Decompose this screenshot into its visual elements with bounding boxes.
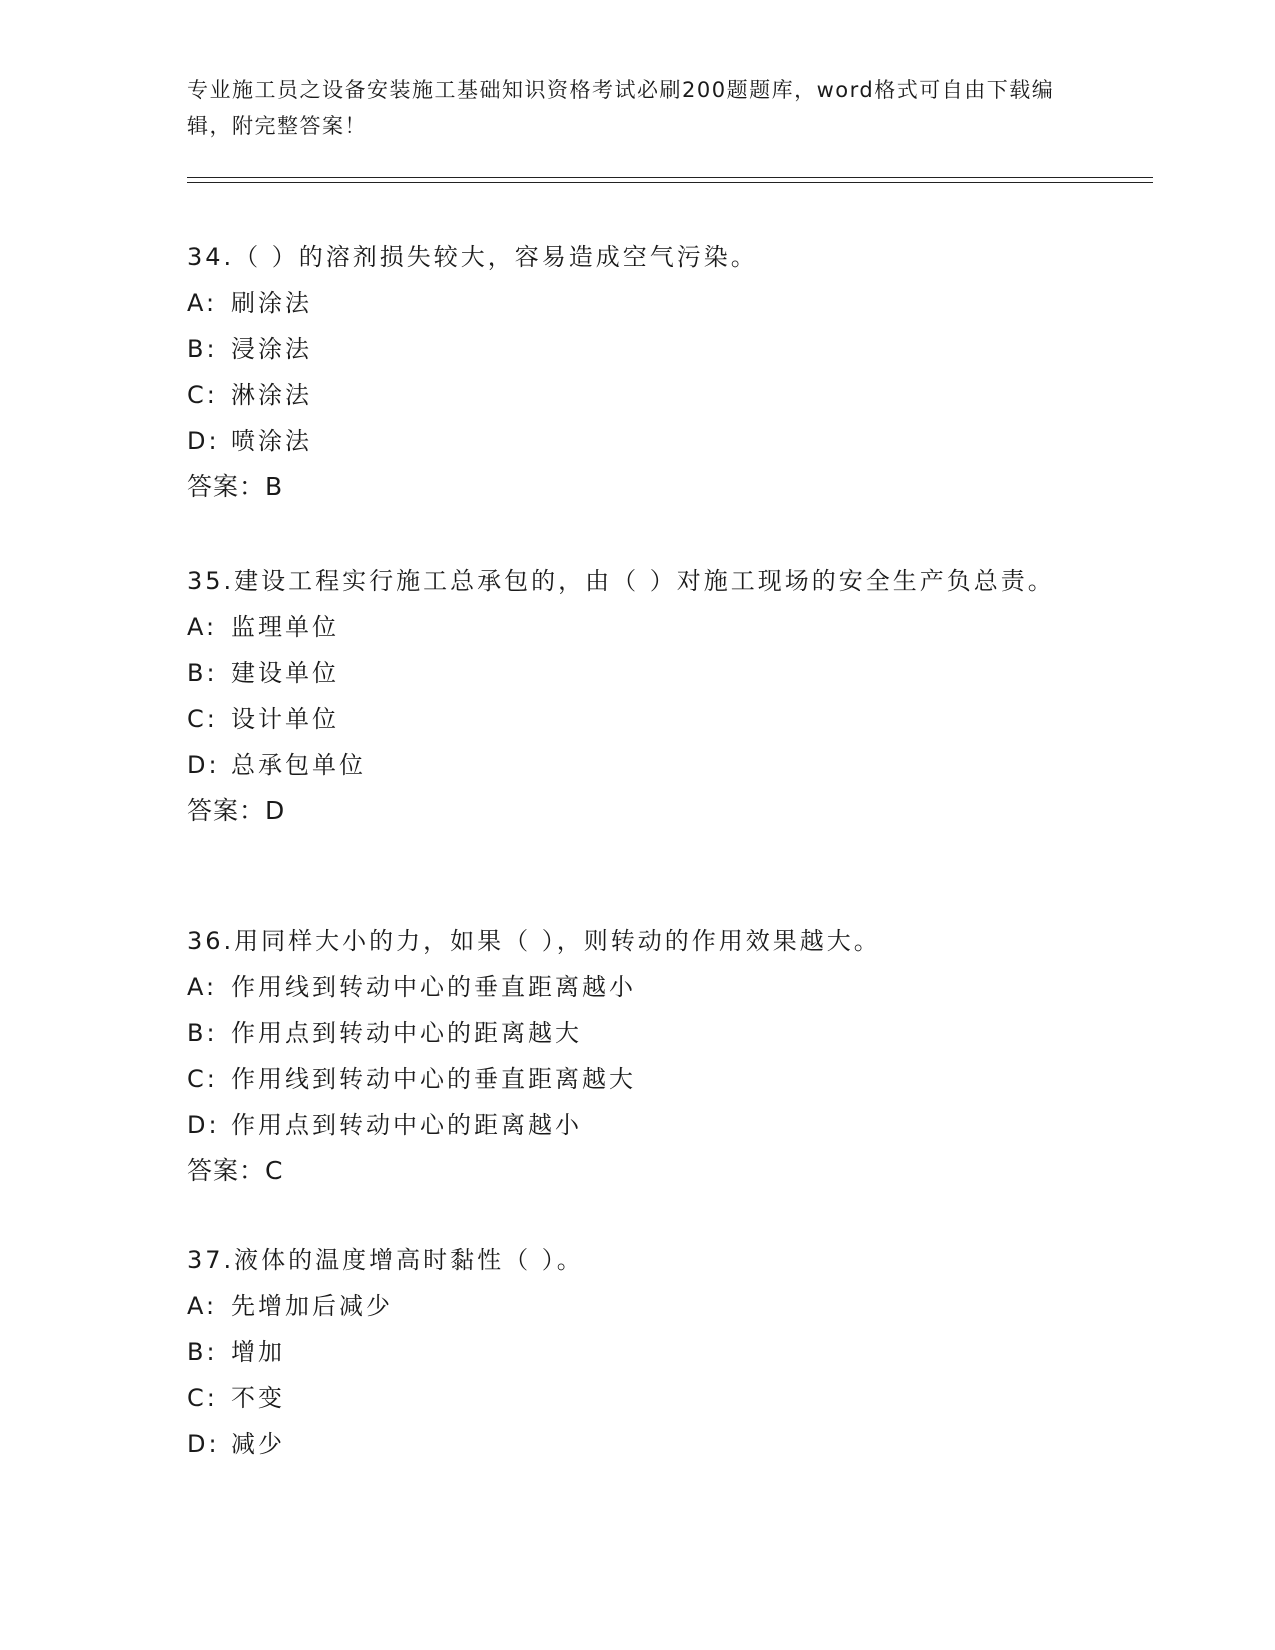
option-text: 浸涂法 [231,335,312,363]
option-a [187,1283,1067,1329]
option-c [187,1375,1067,1421]
option-key: D: [187,1111,220,1139]
option-a [187,964,1067,1010]
option-key: B: [187,659,218,687]
option-text: 作用线到转动中心的垂直距离越小 [231,973,636,1001]
question-37 [187,1237,1067,1467]
option-key: A: [187,289,218,317]
option-c [187,1056,1067,1102]
option-d [187,742,1067,788]
answer-text: 答案：D [187,796,286,825]
option-b [187,1010,1067,1056]
question-stem: 35.建设工程实行施工总承包的，由（ ）对施工现场的安全生产负总责。 [187,567,1055,595]
question-stem: 34.（ ）的溶剂损失较大，容易造成空气污染。 [187,243,758,271]
option-b [187,1329,1067,1375]
option-key: D: [187,751,220,779]
option-key: D: [187,1430,220,1458]
option-key: C: [187,381,218,409]
question-stem: 37.液体的温度增高时黏性（ ）。 [187,1246,584,1274]
option-key: C: [187,1065,218,1093]
header-divider [187,177,1153,178]
option-key: A: [187,1292,218,1320]
answer-text: 答案：C [187,1156,284,1185]
option-text: 减少 [231,1430,285,1458]
option-key: C: [187,1384,218,1412]
option-key: A: [187,613,218,641]
question-35 [187,558,1067,834]
option-text: 建设单位 [231,659,339,687]
option-key: C: [187,705,218,733]
option-text: 作用线到转动中心的垂直距离越大 [231,1065,636,1093]
option-text: 淋涂法 [231,381,312,409]
option-text: 作用点到转动中心的距离越大 [231,1019,582,1047]
question-stem: 36.用同样大小的力，如果（ ），则转动的作用效果越大。 [187,927,881,955]
option-key: D: [187,427,220,455]
document-header: 专业施工员之设备安装施工基础知识资格考试必刷200题题库，word格式可自由下载编辑，附完整答案！ [187,78,1055,138]
question-34 [187,234,1067,510]
option-d [187,1102,1067,1148]
option-text: 作用点到转动中心的距离越小 [231,1111,582,1139]
option-b [187,326,1067,372]
option-key: A: [187,973,218,1001]
option-d [187,418,1067,464]
option-b [187,650,1067,696]
answer-text: 答案：B [187,472,284,501]
option-key: B: [187,335,218,363]
option-text: 增加 [231,1338,285,1366]
option-a [187,280,1067,326]
option-text: 总承包单位 [231,751,366,779]
option-c [187,372,1067,418]
option-text: 不变 [231,1384,285,1412]
option-text: 设计单位 [231,705,339,733]
option-text: 刷涂法 [231,289,312,317]
option-a [187,604,1067,650]
question-36 [187,918,1067,1194]
option-d [187,1421,1067,1467]
option-key: B: [187,1019,218,1047]
header-divider-second [187,182,1153,183]
option-text: 先增加后减少 [231,1292,393,1320]
option-text: 监理单位 [231,613,339,641]
option-key: B: [187,1338,218,1366]
option-c [187,696,1067,742]
option-text: 喷涂法 [231,427,312,455]
